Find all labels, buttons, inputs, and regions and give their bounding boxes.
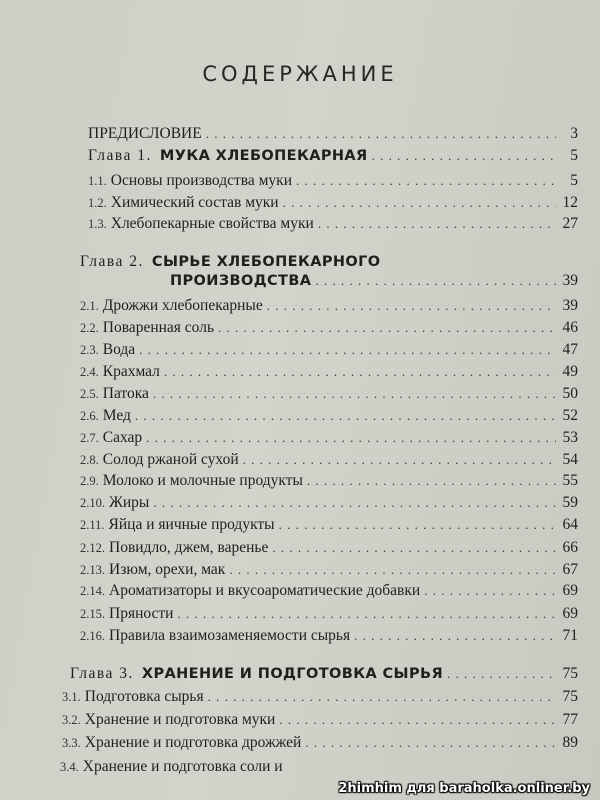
toc-entry-page: 39 [562, 297, 578, 314]
toc-entry [80, 472, 578, 490]
toc-entry-page: 69 [562, 605, 578, 622]
toc-entry-text: Изюм, орехи, мак [109, 561, 226, 578]
toc-entry-page: 49 [562, 363, 578, 380]
toc-entry [62, 734, 578, 752]
watermark-text: 2himhim для baraholka.onliner.by [338, 781, 590, 796]
dot-leader [206, 126, 556, 142]
toc-entry [80, 451, 578, 469]
toc-entry-page: 39 [562, 272, 578, 289]
toc-entry [88, 215, 578, 233]
section-number: 2.6. [80, 409, 99, 423]
section-number: 2.13. [80, 563, 105, 577]
toc-entry [88, 194, 578, 212]
toc-entry-page: 3 [570, 125, 578, 142]
dot-leader [267, 298, 556, 314]
section-number: 2.12. [80, 541, 105, 555]
toc-entry-text: Правила взаимозаменяемости сырья [109, 627, 351, 644]
chapter-title-continued: ПРОИЗВОДСТВА [170, 273, 312, 289]
chapter-label: Глава 1. [88, 147, 152, 164]
section-number: 2.10. [80, 496, 105, 510]
toc-entry [62, 688, 578, 706]
toc-entry-page: 12 [562, 194, 578, 211]
toc-entry-page: 59 [562, 494, 578, 511]
toc-entry-text: Пряности [109, 605, 174, 622]
section-number: 3.2. [62, 713, 81, 727]
chapter-title: СЫРЬЕ ХЛЕБОПЕКАРНОГО [151, 254, 381, 270]
chapter-label: Глава 3. [70, 665, 134, 682]
toc-entry [80, 407, 578, 425]
toc-chapter-2-continued [170, 272, 578, 290]
dot-leader [164, 364, 556, 380]
toc-entry [80, 297, 578, 315]
dot-leader [315, 273, 556, 289]
section-number: 3.1. [62, 690, 81, 704]
toc-chapter-2 [80, 253, 578, 271]
toc-entry-page: 55 [562, 472, 578, 489]
dot-leader [447, 666, 556, 682]
toc-entry [80, 494, 578, 512]
toc-entry-page: 50 [562, 385, 578, 402]
dot-leader [305, 735, 556, 751]
dot-leader [218, 320, 556, 336]
toc-entry-text: Яйца и яичные продукты [108, 516, 275, 533]
section-number: 1.1. [88, 174, 107, 188]
toc-entry-text: Ароматизаторы и вкусоароматические добавки [109, 582, 421, 599]
toc-entry-page: 5 [570, 147, 578, 164]
toc-entry [80, 605, 578, 623]
section-number: 2.5. [80, 387, 99, 401]
section-number: 2.15. [80, 607, 105, 621]
toc-entry-page: 67 [562, 561, 578, 578]
dot-leader [424, 583, 556, 599]
section-number: 3.4. [60, 760, 79, 774]
toc-entry-page: 89 [562, 734, 578, 751]
section-number: 2.7. [80, 431, 99, 445]
dot-leader [208, 689, 556, 705]
section-number: 2.2. [80, 321, 99, 335]
toc-entry [80, 582, 578, 600]
dot-leader [296, 173, 556, 189]
dot-leader [283, 195, 556, 211]
toc-entry-page: 66 [562, 539, 578, 556]
dot-leader [279, 712, 556, 728]
dot-leader [272, 540, 556, 556]
dot-leader [229, 562, 556, 578]
toc-entry-page: 69 [562, 582, 578, 599]
toc-entry [88, 172, 578, 190]
toc-entry-page: 71 [562, 627, 578, 644]
toc-chapter-3 [70, 665, 578, 683]
section-number: 2.14. [80, 584, 105, 598]
toc-entry-page: 75 [562, 688, 578, 705]
page-title: СОДЕРЖАНИЕ [202, 62, 398, 86]
section-number: 2.4. [80, 365, 99, 379]
toc-entry-text: Жиры [109, 494, 150, 511]
toc-entry-page: 46 [562, 319, 578, 336]
dot-leader [307, 473, 556, 489]
toc-entry-text: Вода [102, 341, 136, 358]
toc-entry-text: Патока [102, 385, 149, 402]
toc-entry-page: 77 [562, 711, 578, 728]
dot-leader [372, 148, 556, 164]
toc-entry-page: 54 [562, 451, 578, 468]
toc-entry [60, 758, 578, 776]
section-number: 2.1. [80, 299, 99, 313]
toc-entry-text: ПРЕДИСЛОВИЕ [88, 125, 202, 142]
dot-leader [146, 430, 556, 446]
section-number: 2.11. [80, 518, 105, 532]
toc-entry-text: Хлебопекарные свойства муки [110, 215, 314, 232]
dot-leader [279, 517, 556, 533]
toc-entry [80, 627, 578, 645]
toc-entry-text: Хранение и подготовка соли и [82, 758, 283, 775]
dot-leader [135, 408, 556, 424]
toc-entry-page: 5 [570, 172, 578, 189]
toc-entry-text: Хранение и подготовка дрожжей [84, 734, 302, 751]
section-number: 2.8. [80, 453, 99, 467]
toc-entry-text: Поваренная соль [102, 319, 215, 336]
toc-entry-page: 27 [562, 215, 578, 232]
toc-entry-text: Молоко и молочные продукты [102, 472, 303, 489]
toc-entry-page: 52 [562, 407, 578, 424]
dot-leader [243, 452, 556, 468]
toc-entry-text: Основы производства муки [110, 172, 292, 189]
toc-entry [80, 516, 578, 534]
section-number: 3.3. [62, 736, 81, 750]
dot-leader [318, 216, 556, 232]
toc-entry [80, 341, 578, 359]
toc-entry [80, 561, 578, 579]
section-number: 2.16. [80, 629, 105, 643]
toc-entry-text: Хранение и подготовка муки [84, 711, 276, 728]
toc-entry-text: Солод ржаной сухой [102, 451, 239, 468]
dot-leader [153, 495, 556, 511]
section-number: 1.2. [88, 196, 107, 210]
toc-entry-text: Химический состав муки [110, 194, 279, 211]
toc-entry-text: Сахар [102, 429, 143, 446]
toc-entry [80, 363, 578, 381]
toc-entry-text: Крахмал [102, 363, 160, 380]
section-number: 1.3. [88, 217, 107, 231]
dot-leader [153, 386, 556, 402]
chapter-label: Глава 2. [80, 253, 144, 270]
toc-entry [80, 319, 578, 337]
toc-entry [80, 429, 578, 447]
chapter-title: МУКА ХЛЕБОПЕКАРНАЯ [159, 148, 368, 164]
toc-entry-text: Мед [102, 407, 131, 424]
toc-entry-preface [88, 125, 578, 143]
toc-entry-page: 47 [562, 341, 578, 358]
toc-entry-page: 53 [562, 429, 578, 446]
toc-entry-text: Подготовка сырья [84, 688, 204, 705]
dot-leader [177, 606, 556, 622]
toc-entry-text: Дрожжи хлебопекарные [102, 297, 263, 314]
toc-entry-text: Повидло, джем, варенье [109, 539, 269, 556]
section-number: 2.3. [80, 343, 99, 357]
toc-entry [80, 539, 578, 557]
toc-entry [80, 385, 578, 403]
toc-entry-page: 64 [562, 516, 578, 533]
section-number: 2.9. [80, 474, 99, 488]
toc-entry [62, 711, 578, 729]
toc-entry-page: 75 [562, 665, 578, 682]
toc-chapter-1 [88, 147, 578, 165]
dot-leader [139, 342, 556, 358]
dot-leader [354, 628, 556, 644]
chapter-title: ХРАНЕНИЕ И ПОДГОТОВКА СЫРЬЯ [141, 666, 444, 682]
